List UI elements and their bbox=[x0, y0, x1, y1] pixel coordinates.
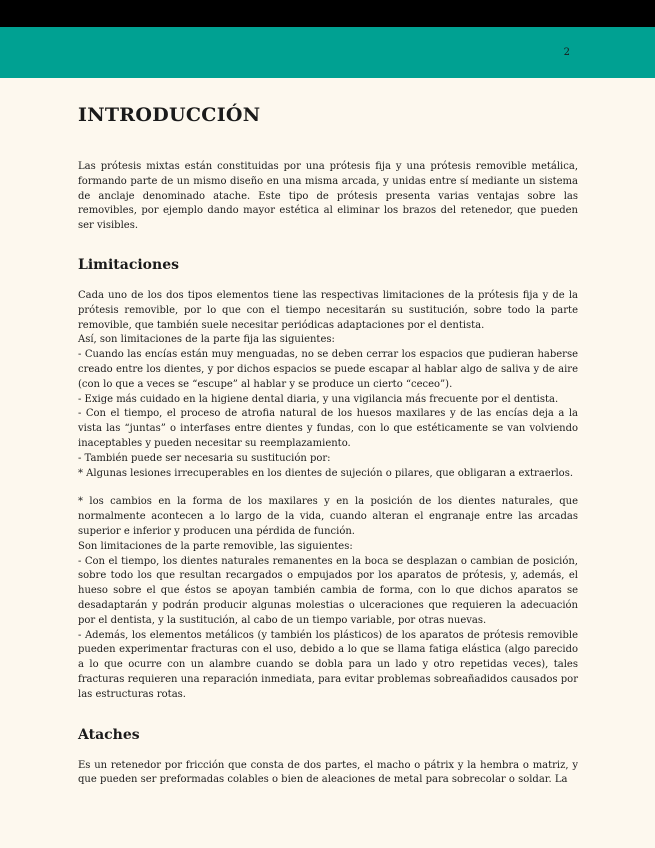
page-number: 2 bbox=[563, 47, 570, 58]
header-band bbox=[0, 27, 655, 78]
paragraph: Es un retenedor por fricción que consta de dos partes, el macho o pátrix y la hembra o matriz, y que pueden ser preformadas colables o bien de aleaciones de metal para sobrecolar o soldar. La bbox=[78, 759, 578, 786]
paragraph: Así, son limitaciones de la parte fija las siguientes: bbox=[78, 334, 335, 346]
paragraph: Son limitaciones de la parte removible, las siguientes: bbox=[78, 540, 353, 552]
paragraph: - Exige más cuidado en la higiene dental diaria, y una vigilancia más frecuente por el dentista. bbox=[78, 393, 559, 405]
page-title: INTRODUCCIÓN bbox=[78, 104, 261, 126]
paragraph-gap bbox=[78, 481, 578, 495]
document-body bbox=[78, 104, 578, 788]
paragraph: * los cambios en la forma de los maxilares y en la posición de los dientes naturales, que normalmente acontecen a lo largo de la vida, cuando alteran el engranaje entre las arcadas superior e inferior y producen una pérdida de función. bbox=[78, 496, 578, 537]
paragraph: Cada uno de los dos tipos elementos tiene las respectivas limitaciones de la prótesis fija y de la prótesis removible, por lo que con el tiempo necesitarán su sustitución, sobre todo la parte removible, que también suele necesitar periódicas adaptaciones por el dentista. bbox=[78, 289, 578, 331]
section-heading-limitaciones: Limitaciones bbox=[78, 256, 179, 273]
paragraph: - Con el tiempo, los dientes naturales remanentes en la boca se desplazan o cambian de posición, sobre todo los que resultan recargados o empujados por los aparatos de prótesis, y, además, el hueso sobre el que éstos se apoyan también cambia de forma, con lo que dichos aparatos se desadaptarán y podrán producir algunas molestias o ulceraciones que requieren la adecuación por el dentista, y la sustitución, al cabo de un tiempo variable, por otras nuevas. bbox=[78, 555, 578, 626]
paragraph: - Cuando las encías están muy menguadas, no se deben cerrar los espacios que pudieran haberse creado entre los dientes, y por dichos espacios se puede escapar al hablar algo de saliva y de aire (con lo que a veces se “escupe” al hablar y se produce un cierto “ceceo”). bbox=[78, 349, 578, 390]
top-black-bar bbox=[0, 0, 655, 27]
section-heading-ataches: Ataches bbox=[78, 726, 140, 743]
intro-paragraph: Las prótesis mixtas están constituidas por una prótesis fija y una prótesis removible metálica, formando parte de un mismo diseño en una misma arcada, y unidas entre sí mediante un sistema de anclaje denominado atache. Este tipo de prótesis presenta varias ventajas sobre las removibles, por ejemplo dando mayor estética al eliminar los brazos del retenedor, que pueden ser visibles. bbox=[78, 161, 578, 232]
paragraph: - Con el tiempo, el proceso de atrofia natural de los huesos maxilares y de las encías deja a la vista las “juntas” o interfases entre dientes y fundas, con lo que estéticamente se van volviendo inaceptables y pueden necesitar su reemplazamiento. bbox=[78, 408, 578, 449]
paragraph: * Algunas lesiones irrecuperables en los dientes de sujeción o pilares, que obligaran a extraerlos. bbox=[78, 467, 574, 479]
paragraph: - Además, los elementos metálicos (y también los plásticos) de los aparatos de prótesis removible pueden experimentar fracturas con el uso, debido a lo que se llama fatiga elástica (algo parecido a lo que ocurre con un alambre cuando se dobla para un lado y otro repetidas veces), tales fracturas requieren una reparación inmediata, para evitar problemas sobreañadidos causados por las estructuras rotas. bbox=[78, 629, 578, 700]
paragraph: - También puede ser necesaria su sustitución por: bbox=[78, 452, 331, 464]
